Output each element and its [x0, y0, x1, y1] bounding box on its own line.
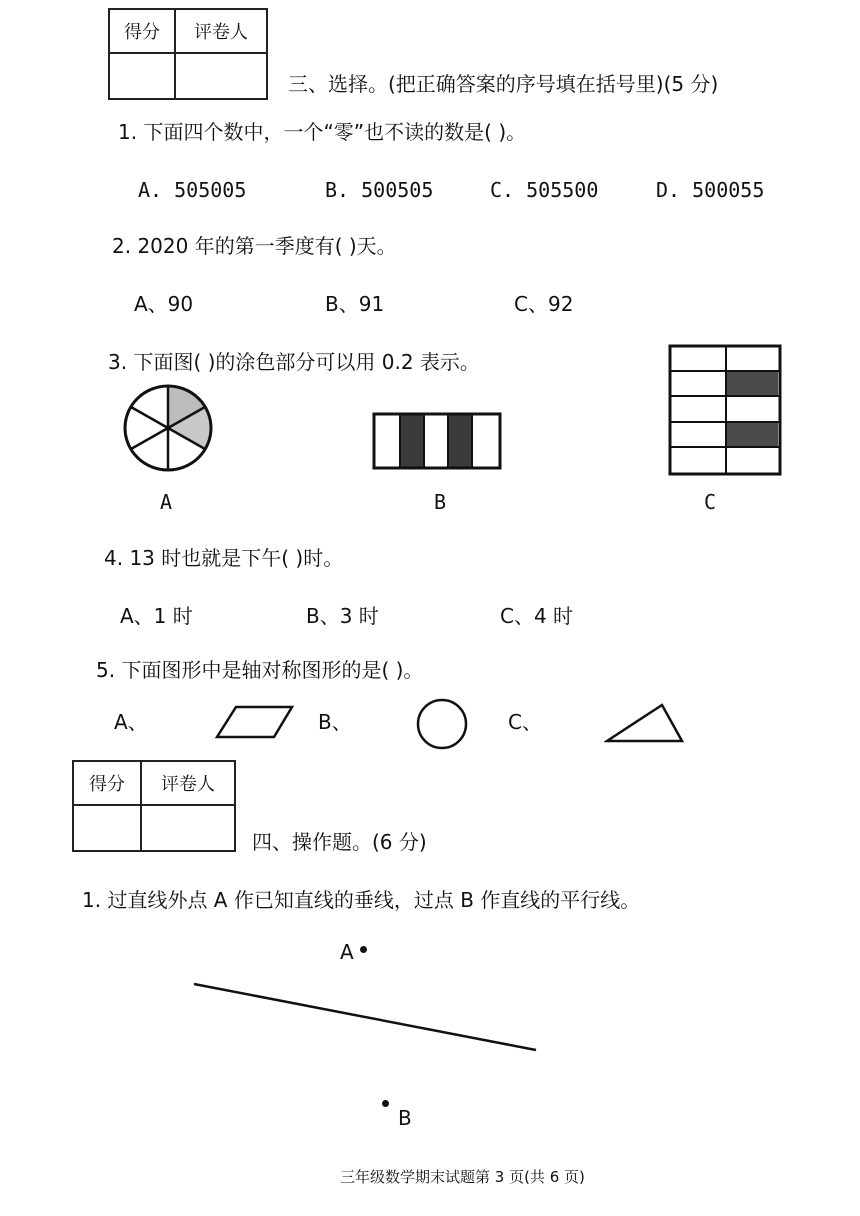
grader-cell[interactable]: [175, 53, 267, 99]
score-cell[interactable]: [73, 805, 141, 851]
q3-figure-a-circle: [118, 384, 218, 474]
q4-option-b[interactable]: B、3 时: [306, 604, 379, 628]
q2-option-b[interactable]: B、91: [325, 292, 385, 316]
q5-option-b-label[interactable]: B、: [318, 710, 352, 734]
s4-q1-stem: 1. 过直线外点 A 作已知直线的垂线，过点 B 作直线的平行线。: [82, 888, 641, 912]
q1-option-d[interactable]: D. 500055: [656, 178, 765, 202]
q5-triangle-shape: [604, 702, 686, 744]
q4-stem: 4. 13 时也就是下午( )时。: [104, 546, 344, 570]
q2-option-a[interactable]: A、90: [134, 292, 194, 316]
point-a-label: A: [340, 940, 354, 964]
q2-stem: 2. 2020 年的第一季度有( )天。: [112, 234, 397, 258]
q3-label-b: B: [434, 490, 447, 514]
score-header: 得分: [109, 9, 175, 53]
given-line: [190, 978, 542, 1058]
q3-figure-c-grid: [668, 344, 784, 478]
point-b-dot: [382, 1100, 389, 1107]
score-table-2: [72, 760, 236, 852]
q3-figure-b-bar: [372, 412, 502, 470]
q4-option-c[interactable]: C、4 时: [500, 604, 574, 628]
grader-header: 评卷人: [141, 761, 235, 805]
q2-option-c[interactable]: C、92: [514, 292, 574, 316]
section4-title: 四、操作题。(6 分): [252, 830, 427, 854]
q5-option-a-label[interactable]: A、: [114, 710, 148, 734]
q3-label-c: C: [704, 490, 717, 514]
q1-option-c[interactable]: C. 505500: [490, 178, 599, 202]
score-header: 得分: [73, 761, 141, 805]
q5-parallelogram-shape: [214, 704, 296, 740]
q1-option-a[interactable]: A. 505005: [138, 178, 247, 202]
point-b-label: B: [398, 1106, 412, 1130]
q4-option-a[interactable]: A、1 时: [120, 604, 193, 628]
point-a-dot: [360, 946, 367, 953]
q3-stem: 3. 下面图( )的涂色部分可以用 0.2 表示。: [108, 350, 480, 374]
q1-option-b[interactable]: B. 500505: [325, 178, 434, 202]
q3-label-a: A: [160, 490, 173, 514]
grader-cell[interactable]: [141, 805, 235, 851]
score-cell[interactable]: [109, 53, 175, 99]
q1-stem: 1. 下面四个数中，一个“零”也不读的数是( )。: [118, 120, 527, 144]
q5-stem: 5. 下面图形中是轴对称图形的是( )。: [96, 658, 424, 682]
grader-header: 评卷人: [175, 9, 267, 53]
page-footer: 三年级数学期末试题第 3 页(共 6 页): [340, 1168, 585, 1186]
section3-title: 三、选择。(把正确答案的序号填在括号里)(5 分): [288, 72, 719, 96]
q5-option-c-label[interactable]: C、: [508, 710, 542, 734]
q5-circle-shape: [414, 696, 470, 752]
score-table-1: [108, 8, 268, 100]
